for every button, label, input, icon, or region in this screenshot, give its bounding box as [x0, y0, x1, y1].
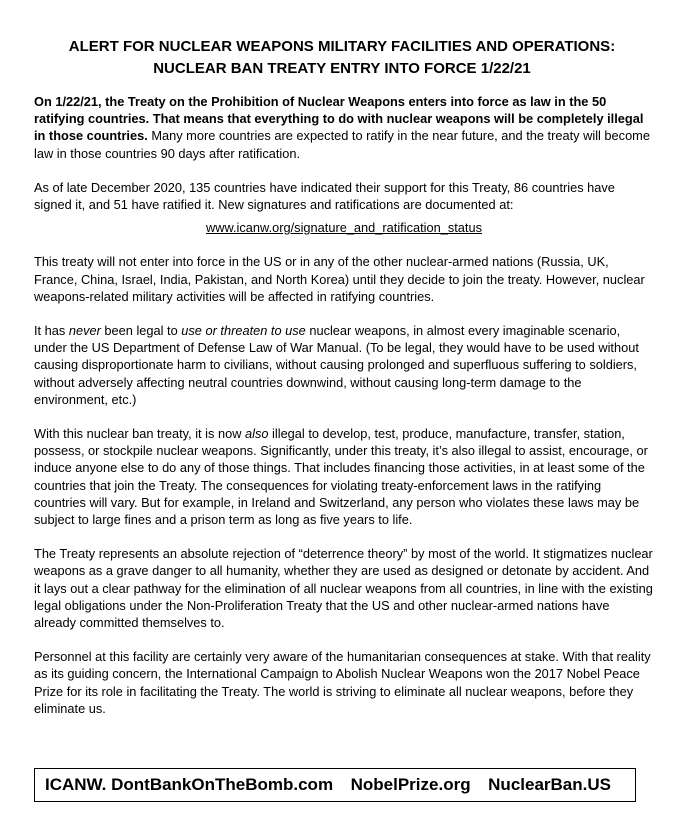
paragraph-nuclear-armed-nations: This treaty will not enter into force in the US or in any of the other nuclear-armed nations (Russia, UK, France, China, Israel, India, Pakistan, and North Korea) until they decide to join the treaty. However, nuclear weapons-related military activities will be affected in ratifying countries. [34, 254, 645, 304]
document-title [30, 36, 654, 80]
footer-link-nobelprize[interactable]: NobelPrize.org [350, 775, 471, 794]
paragraph-entry-into-force [34, 93, 654, 162]
title-line-2: NUCLEAR BAN TREATY ENTRY INTO FORCE 1/22/21 [153, 60, 531, 77]
emphasis-also: also [245, 426, 269, 442]
ratification-status-link[interactable]: www.icanw.org/signature_and_ratification_status [205, 220, 482, 236]
text-segment: illegal to develop, test, produce, manufacture, transfer, station, possess, or stockpile nuclear weapons. Significantly, under this treaty, it’s also illegal to assist, encourage, or induce anyone else to do any of those things. That includes financing those activities, in at least some of the countries that join the Treaty. The consequences for violating treaty-enforcement laws in the ratifying countries will vary. But for example, in Ireland and Switzerland, any person who violates these laws may be subject to large fines and a prison term as long as five years to life. [34, 426, 648, 528]
text-segment: It has [34, 323, 69, 339]
text-segment: been legal to [100, 323, 182, 339]
text-segment: nuclear weapons, in almost every imaginable scenario, under the US Department of Defense Law of War Manual. (To be legal, they would have to be used without causing disproportionate harm to civilians, without causing prolonged and superfluous suffering to soldiers, without adversely affecting neutral countries downwind, without causing long-term damage to the environment, etc.) [34, 323, 639, 407]
emphasis-never: never [68, 323, 101, 339]
paragraph-support-status: As of late December 2020, 135 countries have indicated their support for this Treaty, 86 countries have signed it, and 51 have ratified it. New signatures and ratifications are documented at: [34, 179, 615, 213]
bold-lead-text: On 1/22/21, the Treaty on the Prohibition of Nuclear Weapons enters into force as law in the 50 ratifying countries. That means that everything to do with nuclear weapons will be completely illegal in those countries. [34, 94, 644, 144]
paragraph-deterrence-theory: The Treaty represents an absolute rejection of “deterrence theory” by most of the world. It stigmatizes nuclear weapons as a grave danger to all humanity, whether they are used as designed or detonate by accident. And it lays out a clear pathway for the elimination of all nuclear weapons from all countries, in line with the existing legal obligations under the Non-Proliferation Treaty that the US and other nuclear-armed nations have already committed themselves to. [34, 546, 653, 631]
footer-link-nuclearban[interactable]: NuclearBan.US [488, 775, 611, 794]
footer-link-icanw[interactable]: ICANW. DontBankOnTheBomb.com [45, 775, 334, 794]
paragraph-law-of-war [34, 322, 654, 408]
text-segment: With this nuclear ban treaty, it is now [34, 426, 245, 442]
paragraph-text: Many more countries are expected to ratify in the near future, and the treaty will become law in those countries 90 days after ratification. [34, 128, 650, 161]
paragraph-personnel: Personnel at this facility are certainly very aware of the humanitarian consequences at stake. With that reality as its guiding concern, the International Campaign to Abolish Nuclear Weapons won the 2017 Nobel Peace Prize for its role in facilitating the Treaty. The world is striving to eliminate all nuclear weapons, before they eliminate us. [34, 649, 651, 716]
document-body [34, 93, 654, 734]
title-line-1: ALERT FOR NUCLEAR WEAPONS MILITARY FACILITIES AND OPERATIONS: [68, 38, 616, 55]
footer-links-box [34, 768, 636, 802]
paragraph-prohibitions [34, 425, 654, 528]
emphasis-use-or-threaten: use or threaten to use [181, 323, 306, 339]
